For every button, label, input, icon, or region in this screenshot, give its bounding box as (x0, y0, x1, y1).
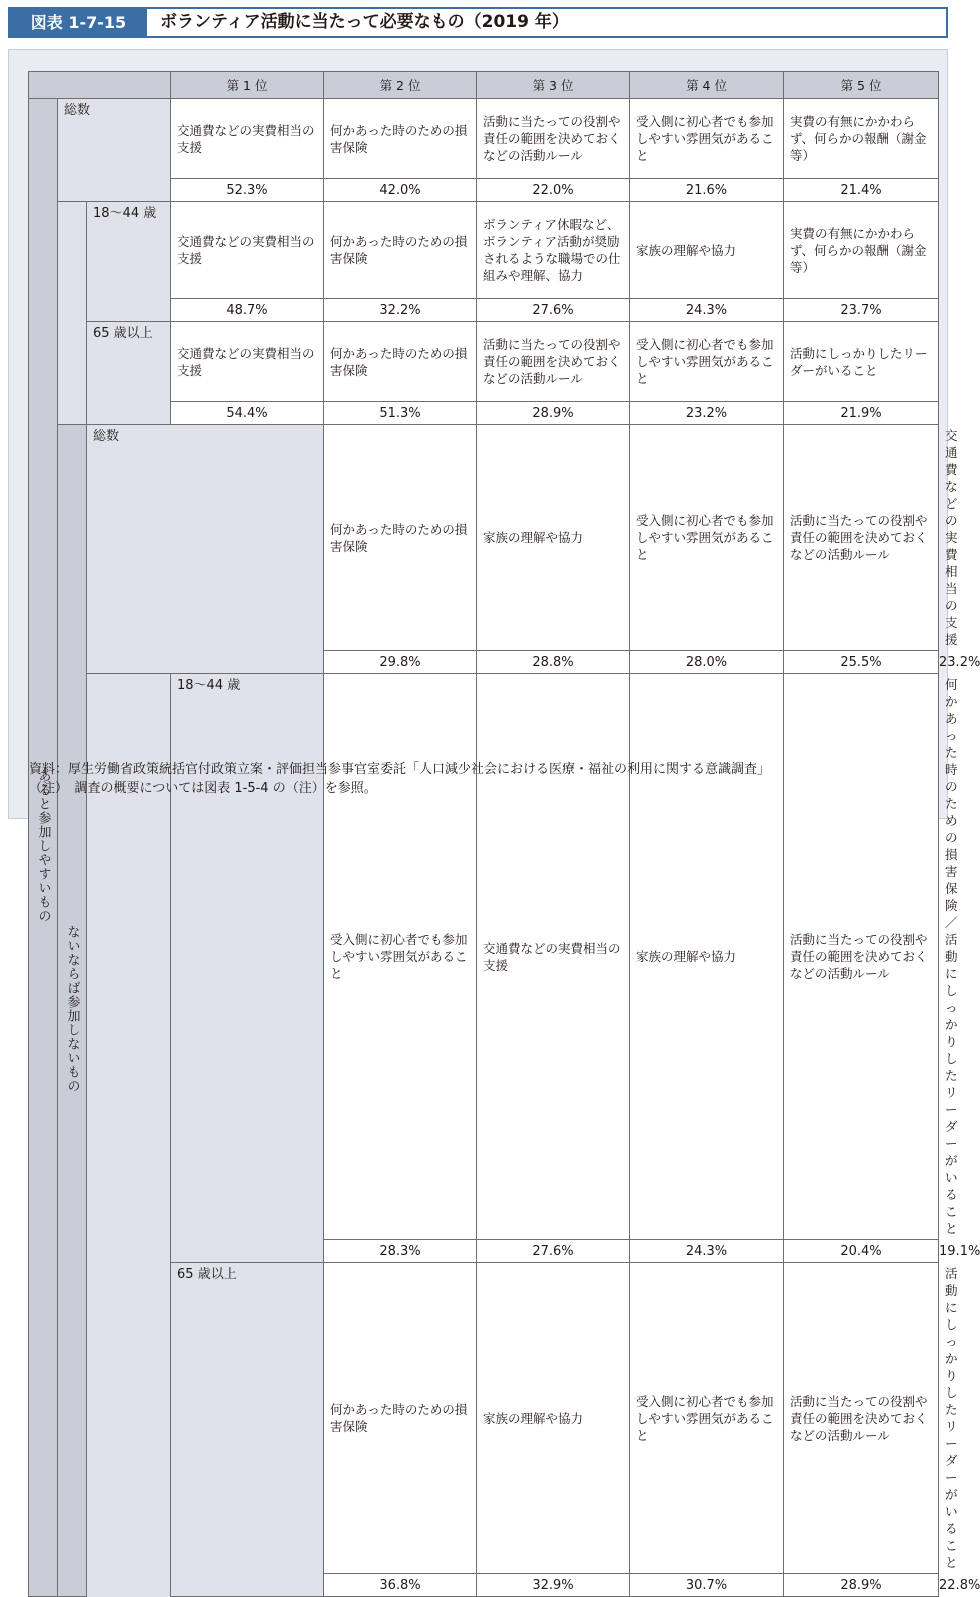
item-cell: 活動に当たっての役割や責任の範囲を決めておくなどの活動ルール (784, 674, 939, 1240)
table-row: 65 歳以上 何かあった時のための損害保険 家族の理解や協力 受入側に初心者でも参加しやすい雰囲気があること 活動に当たっての役割や責任の範囲を決めておくなどの活動ルール 活動にしっかりしたリーダーがいること (29, 1263, 939, 1574)
item-cell: 交通費などの実費相当の支援 (477, 674, 630, 1240)
notes (29, 760, 770, 798)
value-cell: 28.3% (324, 1240, 477, 1263)
value-cell: 21.4% (784, 179, 939, 202)
item-cell: 受入側に初心者でも参加しやすい雰囲気があること (630, 99, 784, 179)
header-rank-2: 第 2 位 (324, 72, 477, 99)
value-cell: 32.9% (477, 1574, 630, 1597)
footnote: （注） 調査の概要については図表 1-5-4 の（注）を参照。 (29, 781, 377, 796)
value-cell: 27.6% (477, 299, 630, 322)
item-cell: 活動に当たっての役割や責任の範囲を決めておくなどの活動ルール (477, 99, 630, 179)
table-row (29, 99, 939, 179)
item-cell: 交通費などの実費相当の支援 (171, 202, 324, 299)
row-label: 65 歳以上 (171, 1263, 324, 1597)
value-cell: 42.0% (324, 179, 477, 202)
table-row: 18〜44 歳 受入側に初心者でも参加しやすい雰囲気があること 交通費などの実費相当の支援 家族の理解や協力 活動に当たっての役割や責任の範囲を決めておくなどの活動ルール 何かあった時のための損害保険／活動にしっかりしたリーダーがいること (29, 674, 939, 1240)
figure-panel (8, 49, 980, 1593)
item-cell: 活動に当たっての役割や責任の範囲を決めておくなどの活動ルール (477, 322, 630, 402)
header-rank-1: 第 1 位 (171, 72, 324, 99)
row-label: 18〜44 歳 (171, 674, 324, 1263)
table-row: 29.8% 28.8% 28.0% 25.5% 23.2% (29, 651, 939, 674)
value-cell: 20.4% (784, 1240, 939, 1263)
table-row: 28.3% 27.6% 24.3% 20.4% 19.1% (29, 1240, 939, 1263)
item-cell: 活動にしっかりしたリーダーがいること (784, 322, 939, 402)
group-label-cell (58, 425, 87, 1597)
item-cell: 何かあった時のための損害保険 (324, 1263, 477, 1574)
value-cell: 51.3% (324, 402, 477, 425)
item-cell: 実費の有無にかかわらず、何らかの報酬（謝金等） (784, 99, 939, 179)
value-cell: 30.7% (630, 1574, 784, 1597)
figure-title-bar (8, 7, 948, 38)
item-cell: 家族の理解や協力 (477, 425, 630, 651)
item-cell: 家族の理解や協力 (630, 674, 784, 1240)
group-label: ないならば参加しないもの (64, 924, 80, 1093)
value-cell: 32.2% (324, 299, 477, 322)
header-rank-3: 第 3 位 (477, 72, 630, 99)
group-label-cell (29, 99, 58, 1597)
item-cell: 家族の理解や協力 (630, 202, 784, 299)
value-cell: 23.2% (630, 402, 784, 425)
value-cell: 36.8% (324, 1574, 477, 1597)
table-row (29, 322, 939, 402)
value-cell: 21.9% (784, 402, 939, 425)
value-cell: 52.3% (171, 179, 324, 202)
row-label: 総数 (87, 425, 324, 674)
value-cell: 22.0% (477, 179, 630, 202)
item-cell: 何かあった時のための損害保険 (324, 322, 477, 402)
item-cell: 活動に当たっての役割や責任の範囲を決めておくなどの活動ルール (784, 1263, 939, 1574)
value-cell: 28.9% (477, 402, 630, 425)
value-cell: 54.4% (171, 402, 324, 425)
ranking-table (28, 71, 980, 1597)
row-label: 65 歳以上 (87, 322, 171, 425)
row-label: 総数 (58, 99, 171, 202)
indent-cell (58, 202, 87, 425)
indent-cell (87, 674, 171, 1597)
item-cell: 受入側に初心者でも参加しやすい雰囲気があること (630, 1263, 784, 1574)
item-cell: 実費の有無にかかわらず、何らかの報酬（謝金等） (784, 202, 939, 299)
item-cell: 何かあった時のための損害保険 (324, 202, 477, 299)
item-cell: 活動に当たっての役割や責任の範囲を決めておくなどの活動ルール (784, 425, 939, 651)
item-cell: 家族の理解や協力 (477, 1263, 630, 1574)
item-cell: 何かあった時のための損害保険 (324, 425, 477, 651)
figure-title: ボランティア活動に当たって必要なもの（2019 年） (160, 12, 569, 32)
item-cell: 何かあった時のための損害保険 (324, 99, 477, 179)
value-cell: 23.7% (784, 299, 939, 322)
item-cell: 交通費などの実費相当の支援 (171, 322, 324, 402)
value-cell: 28.0% (630, 651, 784, 674)
value-cell: 27.6% (477, 1240, 630, 1263)
value-cell: 24.3% (630, 299, 784, 322)
row-label: 18〜44 歳 (87, 202, 171, 322)
item-cell: 受入側に初心者でも参加しやすい雰囲気があること (324, 674, 477, 1240)
header-rank-4: 第 4 位 (630, 72, 784, 99)
item-cell: 受入側に初心者でも参加しやすい雰囲気があること (630, 322, 784, 402)
source-note: 資料：厚生労働省政策統括官付政策立案・評価担当参事官室委託「人口減少社会における医療・福祉の利用に関する意識調査」 (29, 762, 771, 777)
value-cell: 28.8% (477, 651, 630, 674)
item-cell: ボランティア休暇など、ボランティア活動が奨励されるような職場での仕組みや理解、協力 (477, 202, 630, 299)
value-cell: 21.6% (630, 179, 784, 202)
group-label: あると参加しやすいもの (35, 768, 51, 923)
figure-label: 図表 1-7-15 (10, 9, 147, 36)
header-rank-5: 第 5 位 (784, 72, 939, 99)
header-corner (29, 72, 171, 99)
table-row: 36.8% 32.9% 30.7% 28.9% 22.8% (29, 1574, 939, 1597)
value-cell: 25.5% (784, 651, 939, 674)
value-cell: 24.3% (630, 1240, 784, 1263)
value-cell: 29.8% (324, 651, 477, 674)
item-cell: 受入側に初心者でも参加しやすい雰囲気があること (630, 425, 784, 651)
table-row (29, 202, 939, 299)
value-cell: 28.9% (784, 1574, 939, 1597)
item-cell: 交通費などの実費相当の支援 (171, 99, 324, 179)
value-cell: 48.7% (171, 299, 324, 322)
table-header-row (29, 72, 939, 99)
table-row: ないならば参加しないもの 総数 何かあった時のための損害保険 家族の理解や協力 受入側に初心者でも参加しやすい雰囲気があること 活動に当たっての役割や責任の範囲を決めておくなどの活動ルール 交通費などの実費相当の支援 (29, 425, 939, 651)
